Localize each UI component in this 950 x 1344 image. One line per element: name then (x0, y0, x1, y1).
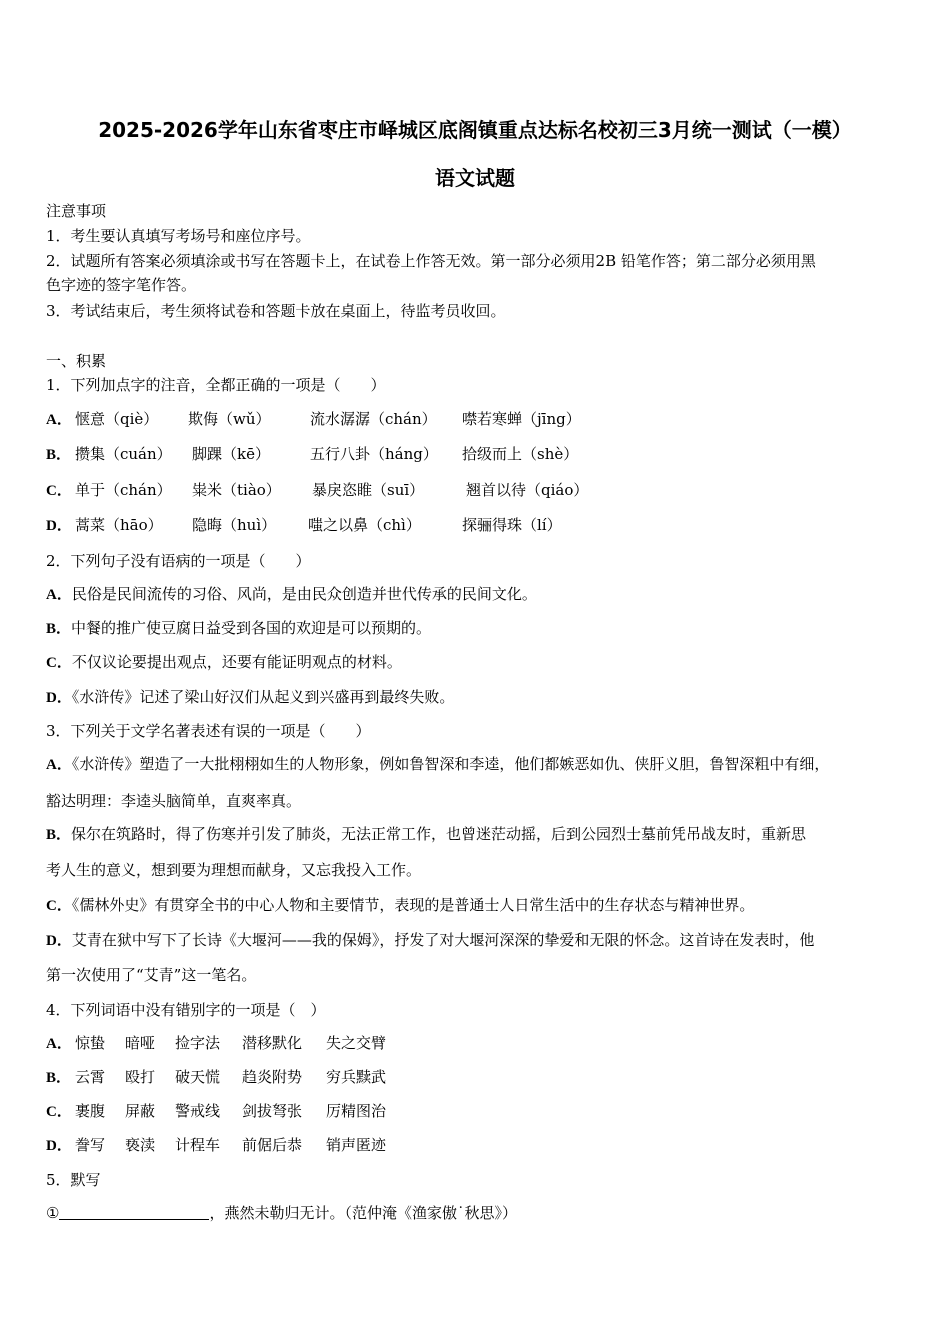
option-label: C． (46, 655, 72, 671)
option-text: 艾青在狱中写下了长诗《大堰河——我的保姆》，抒发了对大堰河深深的挚爱和无限的怀念。这首诗在发表时，他 (71, 931, 815, 949)
option-label: B． (46, 621, 72, 637)
option-item: 誊写 (75, 1136, 106, 1154)
option-item: 隐晦（huì） (192, 516, 277, 534)
question-1-stem: 1．下列加点字的注音，全都正确的一项是（ ） (46, 376, 386, 394)
question-3-stem: 3．下列关于文学名著表述有误的一项是（ ） (46, 722, 371, 740)
option-item: 亵渎 (125, 1136, 156, 1154)
option-item: 裹腹 (75, 1102, 106, 1120)
option-item: 计程车 (175, 1136, 221, 1154)
option-item: 暴戾恣睢（suī） (312, 481, 425, 499)
option-item: 攒集（cuán） (75, 445, 172, 463)
q3-option-b (46, 824, 806, 845)
option-label: B． (46, 447, 72, 463)
option-label: A． (46, 1036, 72, 1052)
q5-line-1 (46, 1203, 517, 1223)
option-text: 《儒林外史》有贯穿全书的中心人物和主要情节，表现的是普通士人日常生活中的生存状态与精神世界。 (71, 896, 755, 914)
option-continuation: 豁达明理：李逵头脑简单，直爽率真。 (46, 792, 302, 810)
option-item: 殴打 (125, 1068, 156, 1086)
option-label: A． (46, 412, 72, 428)
option-label: C． (46, 1104, 72, 1120)
option-label: D． (46, 933, 72, 949)
q1-option-b (46, 444, 906, 465)
option-label: B． (46, 827, 72, 843)
document-title: 2025-2026学年山东省枣庄市峄城区底阁镇重点达标名校初三3月统一测试（一模） (98, 118, 852, 142)
option-continuation: 考人生的意义，想到要为理想而献身，又忘我投入工作。 (46, 861, 422, 879)
option-label: D． (46, 518, 72, 534)
option-label: A． (46, 757, 72, 773)
option-item: 探骊得珠（lí） (462, 516, 562, 534)
line-text: ，燕然未勒归无计。（范仲淹《渔家傲˙秋思》） (209, 1204, 517, 1222)
option-item: 失之交臂 (326, 1034, 387, 1052)
option-text: 保尔在筑路时，得了伤寒并引发了肺炎，无法正常工作，也曾迷茫动摇，后到公园烈士墓前凭吊战友时，重新思 (71, 825, 807, 843)
option-text: 《水浒传》记述了梁山好汉们从起义到兴盛再到最终失败。 (71, 688, 455, 706)
option-item: 屏蔽 (125, 1102, 156, 1120)
q4-option-d (46, 1135, 546, 1156)
q1-option-d (46, 515, 906, 536)
question-5-stem: 5．默写 (46, 1171, 101, 1189)
q2-option-c (46, 652, 402, 673)
option-label: C． (46, 483, 72, 499)
option-label: D． (46, 1138, 72, 1154)
option-item: 噤若寒蝉（jīng） (462, 410, 581, 428)
item-number: ① (46, 1204, 60, 1222)
option-item: 破天慌 (175, 1068, 221, 1086)
option-item: 捡字法 (175, 1034, 221, 1052)
option-item: 销声匿迹 (326, 1136, 387, 1154)
option-text: 中餐的推广使豆腐日益受到各国的欢迎是可以预期的。 (71, 619, 432, 637)
notice-item: 3．考试结束后，考生须将试卷和答题卡放在桌面上，待监考员收回。 (46, 302, 506, 320)
q4-option-a (46, 1033, 546, 1054)
option-item: 翘首以待（qiáo） (466, 481, 589, 499)
q2-option-b (46, 618, 431, 639)
q3-option-a (46, 754, 829, 775)
option-continuation: 第一次使用了“艾青”这一笔名。 (46, 966, 257, 984)
option-item: 粜米（tiào） (192, 481, 281, 499)
notice-item: 1．考生要认真填写考场号和座位序号。 (46, 227, 311, 245)
q4-option-b (46, 1067, 546, 1088)
option-item: 惬意（qiè） (75, 410, 159, 428)
answer-blank[interactable] (59, 1203, 209, 1220)
section-heading: 一、积累 (46, 352, 107, 370)
option-item: 云霄 (75, 1068, 106, 1086)
option-item: 暗哑 (125, 1034, 156, 1052)
option-item: 单于（chán） (75, 481, 172, 499)
notice-heading: 注意事项 (46, 202, 107, 220)
option-item: 嗤之以鼻（chì） (308, 516, 421, 534)
option-item: 蒿菜（hāo） (75, 516, 163, 534)
option-item: 警戒线 (175, 1102, 221, 1120)
q2-option-a (46, 584, 537, 605)
option-item: 惊蛰 (75, 1034, 106, 1052)
option-item: 趋炎附势 (242, 1068, 303, 1086)
option-label: D． (46, 690, 72, 706)
option-item: 厉精图治 (326, 1102, 387, 1120)
option-text: 民俗是民间流传的习俗、风尚，是由民众创造并世代传承的民间文化。 (71, 585, 537, 603)
option-item: 流水潺潺（chán） (310, 410, 437, 428)
q2-option-d (46, 687, 454, 708)
option-item: 穷兵黩武 (326, 1068, 387, 1086)
option-item: 欺侮（wǔ） (188, 410, 271, 428)
notice-item: 色字迹的签字笔作答。 (46, 276, 197, 294)
option-label: A． (46, 587, 72, 603)
question-4-stem: 4．下列词语中没有错别字的一项是（ ） (46, 1001, 326, 1019)
option-label: C． (46, 898, 72, 914)
question-2-stem: 2．下列句子没有语病的一项是（ ） (46, 552, 311, 570)
option-item: 潜移默化 (242, 1034, 303, 1052)
notice-item: 2．试题所有答案必须填涂或书写在答题卡上，在试卷上作答无效。第一部分必须用2B 铅笔作答；第二部分必须用黑 (46, 252, 816, 270)
q4-option-c (46, 1101, 546, 1122)
option-label: B． (46, 1070, 72, 1086)
option-item: 五行八卦（háng） (310, 445, 438, 463)
q3-option-d (46, 930, 814, 951)
option-text: 《水浒传》塑造了一大批栩栩如生的人物形象，例如鲁智深和李逵，他们都嫉恶如仇、侠肝义胆，鲁智深粗中有细， (71, 755, 830, 773)
option-item: 脚踝（kē） (192, 445, 270, 463)
q3-option-c (46, 895, 754, 916)
option-item: 拾级而上（shè） (462, 445, 579, 463)
option-item: 前倨后恭 (242, 1136, 303, 1154)
document-subtitle: 语文试题 (435, 166, 515, 190)
option-text: 不仅议论要提出观点，还要有能证明观点的材料。 (71, 653, 402, 671)
q1-option-c (46, 480, 906, 501)
q1-option-a (46, 409, 906, 430)
option-item: 剑拔弩张 (242, 1102, 303, 1120)
